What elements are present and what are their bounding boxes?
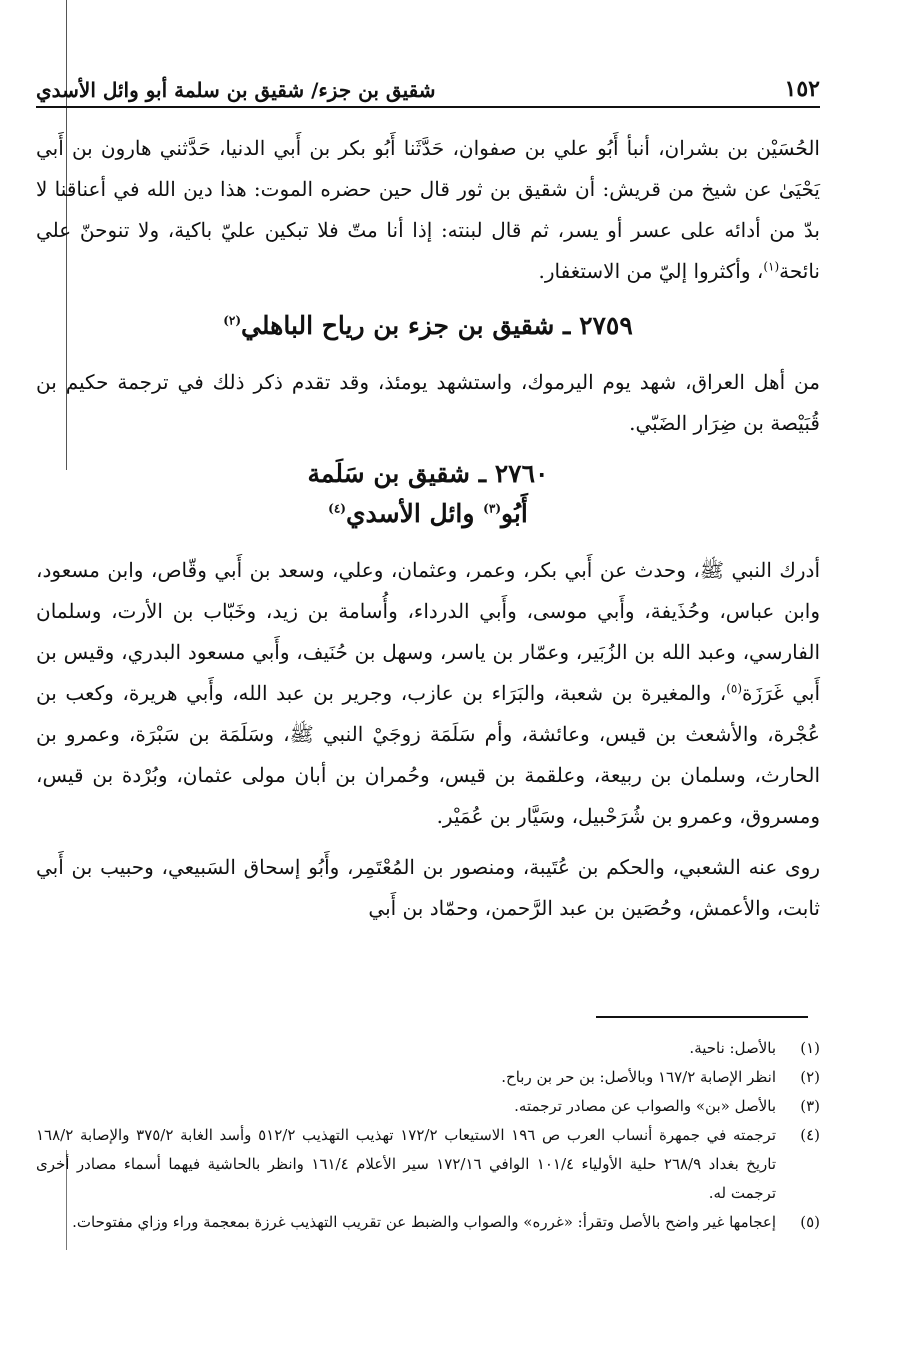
paragraph-teachers: أدرك النبي ﷺ، وحدث عن أَبي بكر، وعمر، وعثمان، وعلي، وسعد بن أَبي وقّاص، وابن مسعود، وابن عباس، وحُذَيفة، وأَبي موسى، وأَبي الدرداء، وأُسامة بن زيد، وخَبّاب بن الأرت، وسلمان الفارسي، وعبد الله بن الزُبَير، وعمّار بن ياسر، وسهل بن حُنَيف، وأَبي مسعود البدري، وقيس بن أَبي غَرَزَة$^{(٥)}$، والمغيرة بن شعبة، والبَرَاء بن عازب، وجرير بن عبد الله، وأَبي هريرة، وكعب بن عُجْرة، والأشعث بن قيس، وعائشة، وأم سَلَمَة زوجَيْ النبي ﷺ، وسَلَمَة بن سَبْرَة، وعمرو بن الحارث، وسلمان بن ربيعة، وعلقمة بن قيس، وحُمران بن أبان مولى عثمان، وبُرْدة بن قيس، ومسروق، وعمرو بن شُرَحْبيل، وسَيَّار بن عُمَيْر. <box>36 558 821 828</box>
footnote-number: (٥) <box>800 1213 820 1231</box>
footnote <box>36 1034 820 1063</box>
footnote-text: بالأصل «بن» والصواب عن مصادر ترجمته. <box>514 1097 776 1115</box>
paragraph-entry-2759: من أهل العراق، شهد يوم اليرموك، واستشهد يومئذ، وقد تقدم ذكر ذلك في ترجمة حكيم بن قُبَيْصة بن ضِرَار الضَبّي. <box>36 370 820 435</box>
footnote-ref: (١) <box>763 259 780 274</box>
footnote-text: بالأصل: ناحية. <box>689 1039 776 1057</box>
entry-heading-2760: ٢٧٦٠ ـ شقيق بن سَلَمة أَبُو$^{(٣)}$ وائل الأسدي$^{(٤)}$ <box>307 459 549 528</box>
footnote-number: (٣) <box>800 1097 820 1115</box>
footnote <box>36 1063 820 1092</box>
footnote <box>36 1121 820 1208</box>
footnote <box>36 1208 820 1237</box>
footnote-number: (١) <box>800 1039 820 1057</box>
footnote-ref: (٢) <box>223 313 242 328</box>
footnote <box>36 1092 820 1121</box>
entry-heading-2759: ٢٧٥٩ ـ شقيق بن جزء بن رياح الباهلي$^{(٢)}$ <box>223 311 633 340</box>
main-text <box>36 128 820 939</box>
running-header <box>36 62 820 108</box>
footnote-ref: (٤) <box>328 501 346 516</box>
footnote-separator <box>596 1016 808 1018</box>
paragraph-students: روى عنه الشعبي، والحكم بن عُتَيبة، ومنصور بن المُعْتَمِر، وأَبُو إسحاق السَبيعي، وحبيب بن أَبي ثابت، والأعمش، وحُصَين بن عبد الرَّحمن، وحمّاد بن أَبي <box>36 855 820 920</box>
footnote-text: إعجامها غير واضح بالأصل وتقرأ: «غرره» والصواب والضبط عن تقريب التهذيب غرزة بمعجمة وراء وزاي مفتوحات. <box>72 1213 776 1231</box>
page-number: ١٥٢ <box>784 76 820 102</box>
footnote-ref: (٥) <box>726 681 743 696</box>
footnote-text: انظر الإصابة ١٦٧/٢ وبالأصل: بن حر بن رباح. <box>501 1068 776 1086</box>
footnote-text: ترجمته في جمهرة أنساب العرب ص ١٩٦ الاستيعاب ١٧٢/٢ تهذيب التهذيب ٥١٢/٢ وأسد الغابة ٣٧٥/٢ والإصابة ١٦٨/٢ تاريخ بغداد ٢٦٨/٩ حلية الأولياء ١٠١/٤ الوافي ١٧٢/١٦ سير الأعلام ١٦١/٤ وانظر بالحاشية فيهما أسماء مصادر أخرى ترجمت له. <box>36 1126 777 1202</box>
footnote-number: (٢) <box>800 1068 820 1086</box>
footnotes <box>36 1034 820 1237</box>
footnote-ref: (٣) <box>483 501 501 516</box>
paragraph-narration: الحُسَيْن بن بشران، أنبأ أَبُو علي بن صفوان، حَدَّثَنا أَبُو بكر بن أَبي الدنيا، حَدَّثني هارون بن أَبي يَحْيَىٰ عن شيخ من قريش: أن شقيق بن ثور قال حين حضره الموت: هذا دين الله في أعناقنا لا بدّ من أدائه على عسر أو يسر، ثم قال لبنته: إذا أنا متّ فلا تبكين عليّ باكية، ولا تنوحنّ علي نائحة$^{(١)}$، وأكثروا إليّ من الاستغفار. <box>36 136 820 283</box>
running-title: شقيق بن جزء/ شقيق بن سلمة أبو وائل الأسدي <box>36 78 436 102</box>
footnote-number: (٤) <box>800 1126 820 1144</box>
